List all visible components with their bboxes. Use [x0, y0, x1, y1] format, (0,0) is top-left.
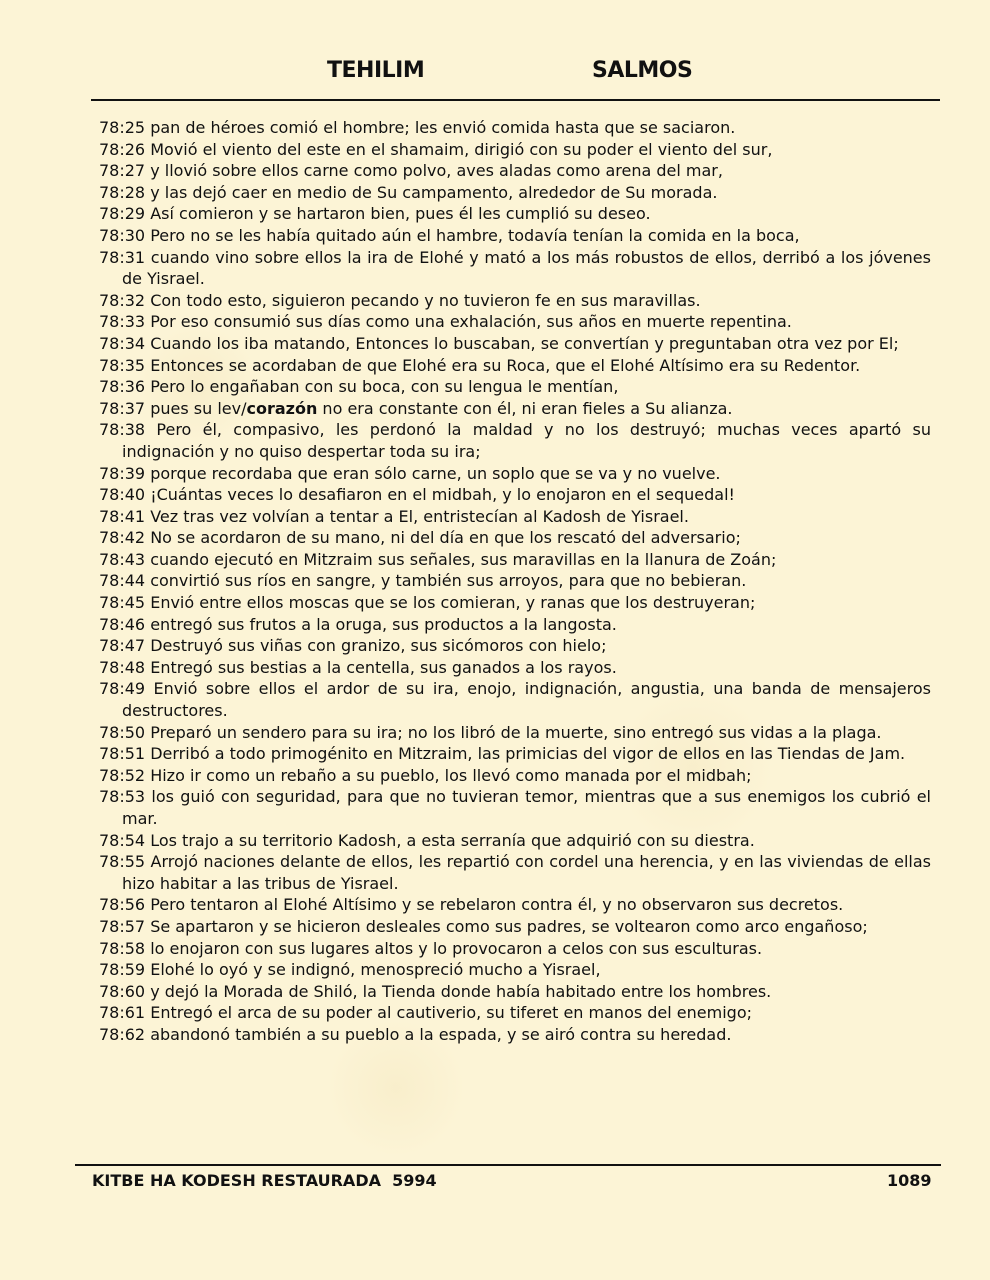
verse-ref: 78:43 — [99, 549, 146, 569]
verse-text: cuando ejecutó en Mitzraim sus señales, sus maravillas en la llanura de Zoán; — [150, 549, 777, 569]
verse-ref: 78:31 — [99, 247, 146, 267]
verse-text: los guió con seguridad, para que no tuvieran temor, mientras que a sus enemigos los cubrió el mar. — [122, 787, 931, 828]
verse — [99, 743, 931, 765]
verse-text: entregó sus frutos a la oruga, sus productos a la langosta. — [150, 614, 617, 634]
verse-ref: 78:61 — [99, 1003, 146, 1023]
verse — [99, 333, 931, 355]
verse — [99, 830, 931, 852]
verse-text: Entonces se acordaban de que Elohé era su Roca, que el Elohé Altísimo era su Redentor. — [150, 355, 861, 375]
verse — [99, 592, 931, 614]
verse — [99, 657, 931, 679]
verse-text: porque recordaba que eran sólo carne, un soplo que se va y no vuelve. — [150, 463, 721, 483]
verse — [99, 506, 931, 528]
verse-text: y llovió sobre ellos carne como polvo, aves aladas como arena del mar, — [150, 161, 723, 181]
verse — [99, 570, 931, 592]
verse — [99, 614, 931, 636]
verse-ref: 78:39 — [99, 463, 146, 483]
verse-ref: 78:55 — [99, 852, 146, 872]
verse-ref: 78:48 — [99, 657, 146, 677]
verse-text: No se acordaron de su mano, ni del día en que los rescató del adversario; — [150, 528, 741, 548]
verse-text: Arrojó naciones delante de ellos, les repartió con cordel una herencia, y en las viviendas de ellas hizo habitar a las tribus de Yisrael. — [122, 852, 931, 893]
verse-text: Pero él, compasivo, les perdonó la maldad y no los destruyó; muchas veces apartó su indignación y no quiso despertar toda su ira; — [122, 420, 931, 461]
verse — [99, 981, 931, 1003]
verse-ref: 78:54 — [99, 830, 146, 850]
verse-text: Pero tentaron al Elohé Altísimo y se rebelaron contra él, y no observaron sus decretos. — [150, 895, 844, 915]
verse — [99, 786, 931, 829]
verse-ref: 78:47 — [99, 636, 146, 656]
verse — [99, 959, 931, 981]
verse-text: Cuando los iba matando, Entonces lo buscaban, se convertían y preguntaban otra vez por El; — [150, 333, 899, 353]
verse-ref: 78:46 — [99, 614, 146, 634]
verse-ref: 78:44 — [99, 571, 146, 591]
verse-text: Hizo ir como un rebaño a su pueblo, los llevó como manada por el midbah; — [150, 765, 752, 785]
verse-ref: 78:45 — [99, 593, 146, 613]
verse — [99, 463, 931, 485]
verse-text: Entregó el arca de su poder al cautiverio, su tiferet en manos del enemigo; — [150, 1003, 752, 1023]
verse — [99, 247, 931, 290]
verse-ref: 78:34 — [99, 333, 146, 353]
verse-ref: 78:36 — [99, 377, 146, 397]
verse-ref: 78:60 — [99, 981, 146, 1001]
verse-ref: 78:49 — [99, 679, 146, 699]
verse-ref: 78:52 — [99, 765, 146, 785]
verse-text: Destruyó sus viñas con granizo, sus sicómoros con hielo; — [150, 636, 607, 656]
verse-ref: 78:25 — [99, 118, 146, 137]
verse — [99, 160, 931, 182]
verse-ref: 78:27 — [99, 161, 146, 181]
page-number: 1089 — [887, 1171, 932, 1190]
header-rule — [91, 99, 940, 101]
verse-text: Envió sobre ellos el ardor de su ira, enojo, indignación, angustia, una banda de mensajeros destructores. — [122, 679, 931, 721]
verse — [99, 117, 931, 139]
verse-text: Derribó a todo primogénito en Mitzraim, las primicias del vigor de ellos en las Tiendas de Jam. — [150, 744, 906, 764]
verse-text: ¡Cuántas veces lo desafiaron en el midbah, y lo enojaron en el sequedal! — [150, 485, 735, 505]
verse-ref: 78:41 — [99, 506, 146, 526]
verse-ref: 78:59 — [99, 960, 146, 980]
verse-text: Así comieron y se hartaron bien, pues él les cumplió su deseo. — [150, 204, 651, 224]
book-title-hebrew: TEHILIM — [327, 58, 425, 83]
verse — [99, 398, 931, 420]
verse — [99, 355, 931, 377]
verse-ref: 78:32 — [99, 290, 146, 310]
verse — [99, 765, 931, 787]
footer-rule — [75, 1164, 941, 1166]
verse-ref: 78:58 — [99, 938, 146, 958]
verse — [99, 484, 931, 506]
verse-text: Por eso consumió sus días como una exhalación, sus años en muerte repentina. — [150, 312, 792, 332]
verse — [99, 722, 931, 744]
verse-ref: 78:57 — [99, 916, 146, 936]
book-title-spanish: SALMOS — [592, 58, 693, 83]
verse-text: Con todo esto, siguieron pecando y no tuvieron fe en sus maravillas. — [150, 290, 701, 310]
verse-text: Se apartaron y se hicieron desleales como sus padres, se voltearon como arco engañoso; — [150, 916, 868, 936]
verse-ref: 78:62 — [99, 1024, 146, 1044]
verse-text: Los trajo a su territorio Kadosh, a esta serranía que adquirió con su diestra. — [150, 830, 755, 850]
verse-text: Elohé lo oyó y se indignó, menospreció mucho a Yisrael, — [150, 960, 601, 980]
verse — [99, 851, 931, 894]
verse — [99, 182, 931, 204]
verse — [99, 527, 931, 549]
verse — [99, 419, 931, 462]
verse-ref: 78:40 — [99, 485, 146, 505]
verse — [99, 311, 931, 333]
verse-text: Entregó sus bestias a la centella, sus ganados a los rayos. — [150, 657, 617, 677]
verse-ref: 78:28 — [99, 182, 146, 202]
verse-ref: 78:37 — [99, 398, 146, 418]
verse-text: Movió el viento del este en el shamaim, dirigió con su poder el viento del sur, — [150, 139, 773, 159]
footer-edition-title: KITBE HA KODESH RESTAURADA 5994 — [92, 1171, 437, 1190]
verse-text-bold: corazón — [246, 398, 318, 418]
verse — [99, 203, 931, 225]
verse-text: Preparó un sendero para su ira; no los libró de la muerte, sino entregó sus vidas a la plaga. — [150, 722, 882, 742]
verse — [99, 225, 931, 247]
verse-list — [99, 117, 931, 1046]
verse — [99, 549, 931, 571]
verse — [99, 1002, 931, 1024]
verse-ref: 78:26 — [99, 139, 146, 159]
verse — [99, 376, 931, 398]
verse-text: no era constante con él, ni eran fieles a Su alianza. — [317, 398, 733, 418]
verse-text: Pero lo engañaban con su boca, con su lengua le mentían, — [150, 377, 619, 397]
verse — [99, 290, 931, 312]
verse-ref: 78:50 — [99, 722, 146, 742]
verse — [99, 938, 931, 960]
verse-ref: 78:42 — [99, 528, 146, 548]
verse-ref: 78:38 — [99, 420, 146, 440]
verse-text: y las dejó caer en medio de Su campamento, alrededor de Su morada. — [150, 182, 718, 202]
verse-ref: 78:35 — [99, 355, 146, 375]
verse — [99, 678, 931, 721]
verse-text: abandonó también a su pueblo a la espada, y se airó contra su heredad. — [150, 1024, 732, 1044]
verse-text: lo enojaron con sus lugares altos y lo provocaron a celos con sus esculturas. — [150, 938, 763, 958]
verse — [99, 916, 931, 938]
verse-text: Vez tras vez volvían a tentar a El, entristecían al Kadosh de Yisrael. — [150, 506, 689, 526]
verse-ref: 78:33 — [99, 312, 146, 332]
page-header — [0, 58, 990, 92]
verse-text: y dejó la Morada de Shiló, la Tienda donde había habitado entre los hombres. — [150, 981, 772, 1001]
verse — [99, 635, 931, 657]
verse-ref: 78:30 — [99, 225, 146, 245]
verse-text: cuando vino sobre ellos la ira de Elohé y mató a los más robustos de ellos, derribó a los jóvenes de Yisrael. — [122, 247, 931, 289]
verse-ref: 78:51 — [99, 744, 146, 764]
verse — [99, 1024, 931, 1046]
verse — [99, 139, 931, 161]
verse-text: Envió entre ellos moscas que se los comieran, y ranas que los destruyeran; — [150, 593, 756, 613]
verse-text: convirtió sus ríos en sangre, y también sus arroyos, para que no bebieran. — [150, 571, 747, 591]
verse-ref: 78:56 — [99, 895, 146, 915]
verse — [99, 894, 931, 916]
verse-text: pues su lev/ — [150, 398, 247, 418]
verse-text: Pero no se les había quitado aún el hambre, todavía tenían la comida en la boca, — [150, 225, 800, 245]
verse-ref: 78:29 — [99, 204, 146, 224]
verse-text: pan de héroes comió el hombre; les envió comida hasta que se saciaron. — [150, 118, 736, 137]
verse-ref: 78:53 — [99, 787, 146, 807]
